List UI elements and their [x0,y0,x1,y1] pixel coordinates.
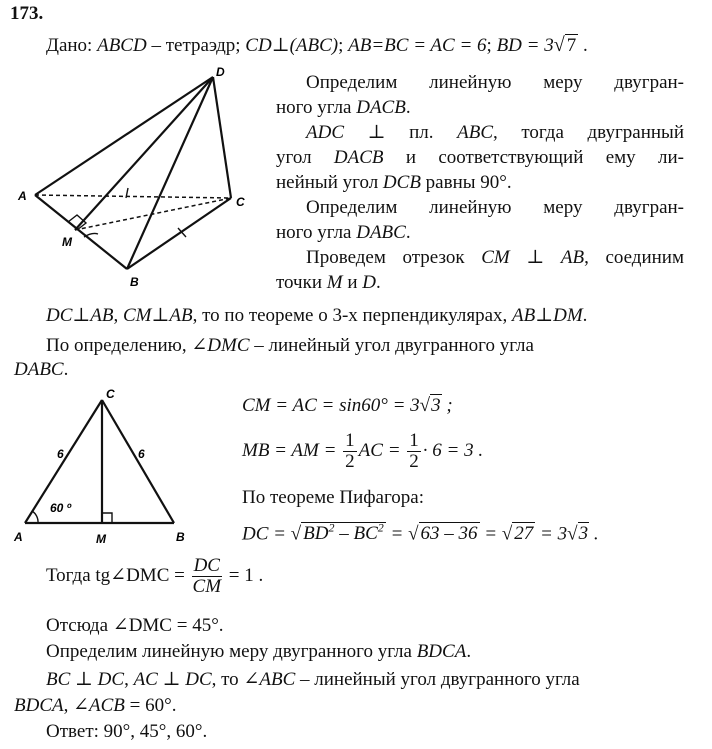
given-tetra: ABCD [97,35,147,56]
label-c: C [236,195,245,209]
p3-line2: ного угла DABC. [276,222,411,243]
given-perp: ⊥ [271,35,290,56]
triangle-figure [10,385,210,550]
label-b: B [130,275,139,289]
given-cd: CD [245,35,272,56]
side-cb [102,400,174,523]
label-d: D [216,65,225,79]
hence-line: Отсюда ∠DMC = 45°. [46,615,224,636]
given-sides: AB=BC = AC = 6 [348,35,487,56]
label-a: A [18,189,27,203]
answer-line: Ответ: 90°, 45°, 60°. [46,721,208,742]
equation-cm: CM = AC = sin60° = 3√3 ; [242,395,453,416]
given-sqrt-arg: 7 [566,35,577,56]
given-sep1: ; [338,35,349,56]
p3-line1: Определим линейную меру двугран- [306,197,684,218]
definition-line2: DABC. [14,359,69,380]
equation-dc: DC = √ $BD^2 - BC^2$ = √ 63 – 36 = √ 27 = 3√3 . [242,521,599,545]
given-sqrt: √ 7 [553,34,577,56]
given-abc: (ABC) [289,35,339,56]
label-m: M [62,235,72,249]
tetrahedron-figure [0,60,260,289]
last-line2: BDCA, ∠ACB = 60°. [14,695,177,716]
edge-dc [213,77,231,198]
definition-line: По определению, ∠DMC – линейный угол двугранного угла [46,335,534,356]
p2-line2: угол DACB и соответствующий ему ли- [276,147,684,168]
given-bd: BD = 3 [496,35,554,56]
p4-line2: точки M и D. [276,272,381,293]
p1-line2: ного угла DACB. [276,97,411,118]
last-line1: BC ⊥ DC, AC ⊥ DC, то ∠ABC – линейный угол двугранного угла [46,669,580,690]
right-angle-mark [102,513,112,523]
given-sep2: ; [486,35,497,56]
tri-label-c: C [106,387,115,401]
perp-line: DC⊥AB, CM⊥AB, то по теореме о 3-х перпендикулярах, AB⊥DM. [46,305,588,326]
edge-ab [35,195,127,269]
tri-label-side-left: 6 [57,447,64,461]
tri-label-side-right: 6 [138,447,145,461]
tri-label-a: A [14,530,23,544]
angle-arc-a [32,511,38,523]
next-definition-line: Определим линейную меру двугранного угла BDCA. [46,641,472,662]
angle-arc-m [84,233,98,237]
p4-line1: Проведем отрезок CM ⊥ AB, соединим [306,247,684,268]
given-label: Дано: [46,35,98,56]
tri-label-angle: 60 º [50,501,72,515]
problem-number: 173. [10,3,44,24]
tri-label-m: M [96,532,106,546]
tri-label-b: B [176,530,185,544]
given-text-b: – тетраэдр; [146,35,246,56]
given-end: . [578,35,588,56]
p1-line1: Определим линейную меру двугран- [306,72,684,93]
right-column-text [276,70,684,295]
given-line [46,34,588,57]
edge-ac-hidden [35,195,231,198]
p2-line1: ADC ⊥ пл. ABC, тогда двугранный [306,122,684,143]
p2-line3: нейный угол DCB равны 90°. [276,172,512,193]
equation-mb: MB = AM = $\frac{1}{2}$ AC = $\frac{1}{2}$ · 6 = 3 . [242,430,484,472]
tangent-line: Тогда tg∠DMC = $\frac{DC}{CM}$ = 1 . [46,555,264,597]
pythagoras-line: По теореме Пифагора: [242,487,425,508]
